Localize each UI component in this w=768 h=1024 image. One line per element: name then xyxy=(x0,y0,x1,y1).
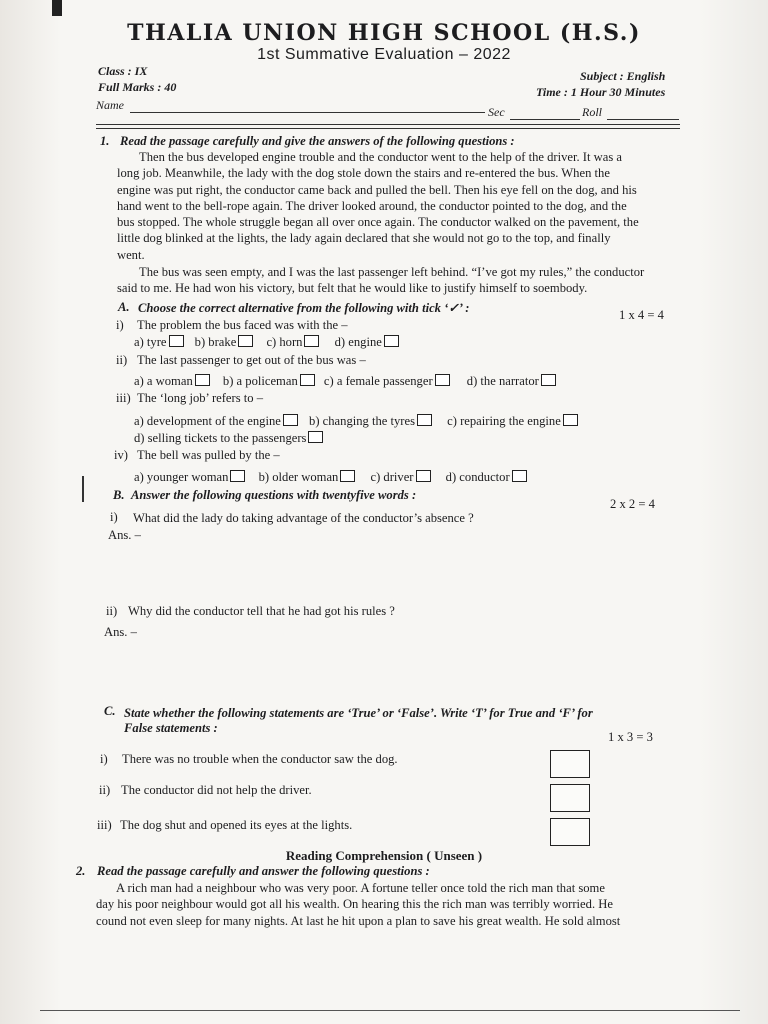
class-label: Class : IX xyxy=(98,64,148,78)
tick-box[interactable] xyxy=(416,470,431,482)
option-label: d) conductor xyxy=(445,470,510,484)
school-name: THALIA UNION HIGH SCHOOL (H.S.) xyxy=(127,20,641,46)
option-label: c) repairing the engine xyxy=(447,414,561,428)
answer-box-c3[interactable] xyxy=(550,818,590,846)
name-field-label: Name xyxy=(96,98,124,112)
section-b-instruction: Answer the following questions with twentyfive words : xyxy=(131,488,417,502)
option-label: c) driver xyxy=(370,470,414,484)
tick-box[interactable] xyxy=(230,470,245,482)
q1-passage-2 xyxy=(117,264,677,297)
passage-line: hand went to the bell-rope again. The driver looked around, the conductor pointed to the dog, and the xyxy=(117,198,627,213)
q2-instruction: Read the passage carefully and answer the following questions : xyxy=(97,864,430,878)
option-label: d) the narrator xyxy=(466,374,539,388)
tick-box[interactable] xyxy=(308,431,323,443)
option-label: b) brake xyxy=(194,335,237,349)
option-label: a) development of the engine xyxy=(134,414,281,428)
header-rule-bottom xyxy=(96,128,680,129)
option-label: a) younger woman xyxy=(134,470,229,484)
answer-box-c1[interactable] xyxy=(550,750,590,778)
option-label: d) selling tickets to the passengers xyxy=(134,431,307,445)
sec-field-label: Sec xyxy=(488,105,505,119)
qb2-number: ii) xyxy=(106,604,118,618)
qa4-number: iv) xyxy=(114,448,128,462)
section-a-instruction: Choose the correct alternative from the following with tick ‘✓’ : xyxy=(138,301,470,315)
qa4-options xyxy=(134,469,527,485)
passage-line: A rich man had a neighbour who was very poor. A fortune teller once told the rich man that some xyxy=(116,881,605,895)
tick-box[interactable] xyxy=(238,335,253,347)
qa2-number: ii) xyxy=(116,353,128,367)
passage-line: cound not even sleep for many nights. At last he hit upon a plan to save his great wealth. He sold almost xyxy=(96,913,621,928)
section-a-marks: 1 x 4 = 4 xyxy=(619,308,664,322)
q2-passage xyxy=(96,880,668,929)
section-a-label: A. xyxy=(118,300,130,314)
option-label: c) horn xyxy=(266,335,303,349)
tick-box[interactable] xyxy=(512,470,527,482)
tick-box[interactable] xyxy=(304,335,319,347)
qa3-text: The ‘long job’ refers to – xyxy=(137,391,264,405)
answer-box-c2[interactable] xyxy=(550,784,590,812)
passage-line: said to me. He had won his victory, but felt that he would like to justify himself to soembody. xyxy=(117,281,588,296)
qa3-options-row2 xyxy=(134,430,323,446)
roll-field-label: Roll xyxy=(582,105,602,119)
passage-line: went. xyxy=(117,247,145,262)
header-rule-top xyxy=(96,124,680,125)
section-title-unseen: Reading Comprehension ( Unseen ) xyxy=(285,848,483,863)
tick-box[interactable] xyxy=(340,470,355,482)
qc1-number: i) xyxy=(100,752,108,766)
section-b-label: B. xyxy=(113,488,125,502)
passage-line: day his poor neighbour would got all his wealth. On hearing this the rich man was terribly worried. He xyxy=(96,897,613,912)
qc2-text: The conductor did not help the driver. xyxy=(121,783,312,797)
section-c-instruction-1: State whether the following statements are ‘True’ or ‘False’. Write ‘T’ for True and ‘F’ for xyxy=(124,706,593,720)
sec-field-line[interactable] xyxy=(510,119,580,120)
q2-number: 2. xyxy=(76,864,86,878)
qa2-text: The last passenger to get out of the bus was – xyxy=(137,353,366,367)
exam-title: 1st Summative Evaluation – 2022 xyxy=(257,46,511,63)
margin-pen-mark xyxy=(82,476,84,502)
qa3-number: iii) xyxy=(116,391,131,405)
passage-line: engine was put right, the conductor came back and pulled the bell. Then his eye fell on the dog, and his xyxy=(117,182,637,197)
time-label: Time : 1 Hour 30 Minutes xyxy=(536,85,666,99)
qb1-number: i) xyxy=(110,510,118,524)
tick-box[interactable] xyxy=(195,374,210,386)
option-label: b) changing the tyres xyxy=(309,414,415,428)
q1-number: 1. xyxy=(100,134,110,148)
corner-mark xyxy=(52,0,62,16)
qa3-options-row1 xyxy=(134,413,578,429)
passage-line: little dog blinked at the lights, the lady again declared that she would not go to the top, and finally xyxy=(117,231,611,246)
tick-box[interactable] xyxy=(283,414,298,426)
page-bottom-edge xyxy=(40,1010,740,1011)
qc3-text: The dog shut and opened its eyes at the lights. xyxy=(120,818,353,832)
passage-line: Then the bus developed engine trouble and the conductor went to the help of the driver. It was a xyxy=(139,150,622,164)
tick-box[interactable] xyxy=(384,335,399,347)
qa1-number: i) xyxy=(116,318,124,332)
qa2-options xyxy=(134,373,556,389)
option-label: c) a female passenger xyxy=(323,374,433,388)
tick-box[interactable] xyxy=(435,374,450,386)
tick-box[interactable] xyxy=(417,414,432,426)
qb1-text: What did the lady do taking advantage of the conductor’s absence ? xyxy=(133,511,474,525)
option-label: b) a policeman xyxy=(222,374,298,388)
qa1-text: The problem the bus faced was with the – xyxy=(137,318,348,332)
tick-box[interactable] xyxy=(563,414,578,426)
q1-instruction: Read the passage carefully and give the answers of the following questions : xyxy=(120,134,515,148)
qc2-number: ii) xyxy=(99,783,111,797)
passage-line: long job. Meanwhile, the lady with the dog stole down the stairs and re-entered the bus. When the xyxy=(117,166,610,181)
name-field-line[interactable] xyxy=(130,112,485,113)
qb2-text: Why did the conductor tell that he had got his rules ? xyxy=(128,604,395,618)
option-label: a) a woman xyxy=(134,374,193,388)
tick-box[interactable] xyxy=(541,374,556,386)
option-label: b) older woman xyxy=(258,470,339,484)
tick-box[interactable] xyxy=(169,335,184,347)
option-label: a) tyre xyxy=(134,335,167,349)
passage-line: The bus was seen empty, and I was the last passenger left behind. “I’ve got my rules,” the conductor xyxy=(139,265,645,279)
qa1-options xyxy=(134,334,399,350)
passage-line: bus stopped. The whole struggle began all over once again. The conductor walked on the pavement, the xyxy=(117,215,639,230)
qb2-answer-label: Ans. – xyxy=(104,625,137,639)
option-label: d) engine xyxy=(334,335,382,349)
qb1-answer-label: Ans. – xyxy=(108,528,141,542)
subject-label: Subject : English xyxy=(580,69,666,83)
qc3-number: iii) xyxy=(97,818,112,832)
qa4-text: The bell was pulled by the – xyxy=(137,448,280,462)
qc1-text: There was no trouble when the conductor saw the dog. xyxy=(122,752,398,766)
section-b-marks: 2 x 2 = 4 xyxy=(610,497,655,511)
full-marks-label: Full Marks : 40 xyxy=(98,80,177,94)
q1-passage xyxy=(117,149,677,263)
section-c-label: C. xyxy=(104,704,116,718)
roll-field-line[interactable] xyxy=(607,119,679,120)
tick-box[interactable] xyxy=(300,374,315,386)
section-c-marks: 1 x 3 = 3 xyxy=(608,730,653,744)
section-c-instruction-2: False statements : xyxy=(124,721,218,735)
